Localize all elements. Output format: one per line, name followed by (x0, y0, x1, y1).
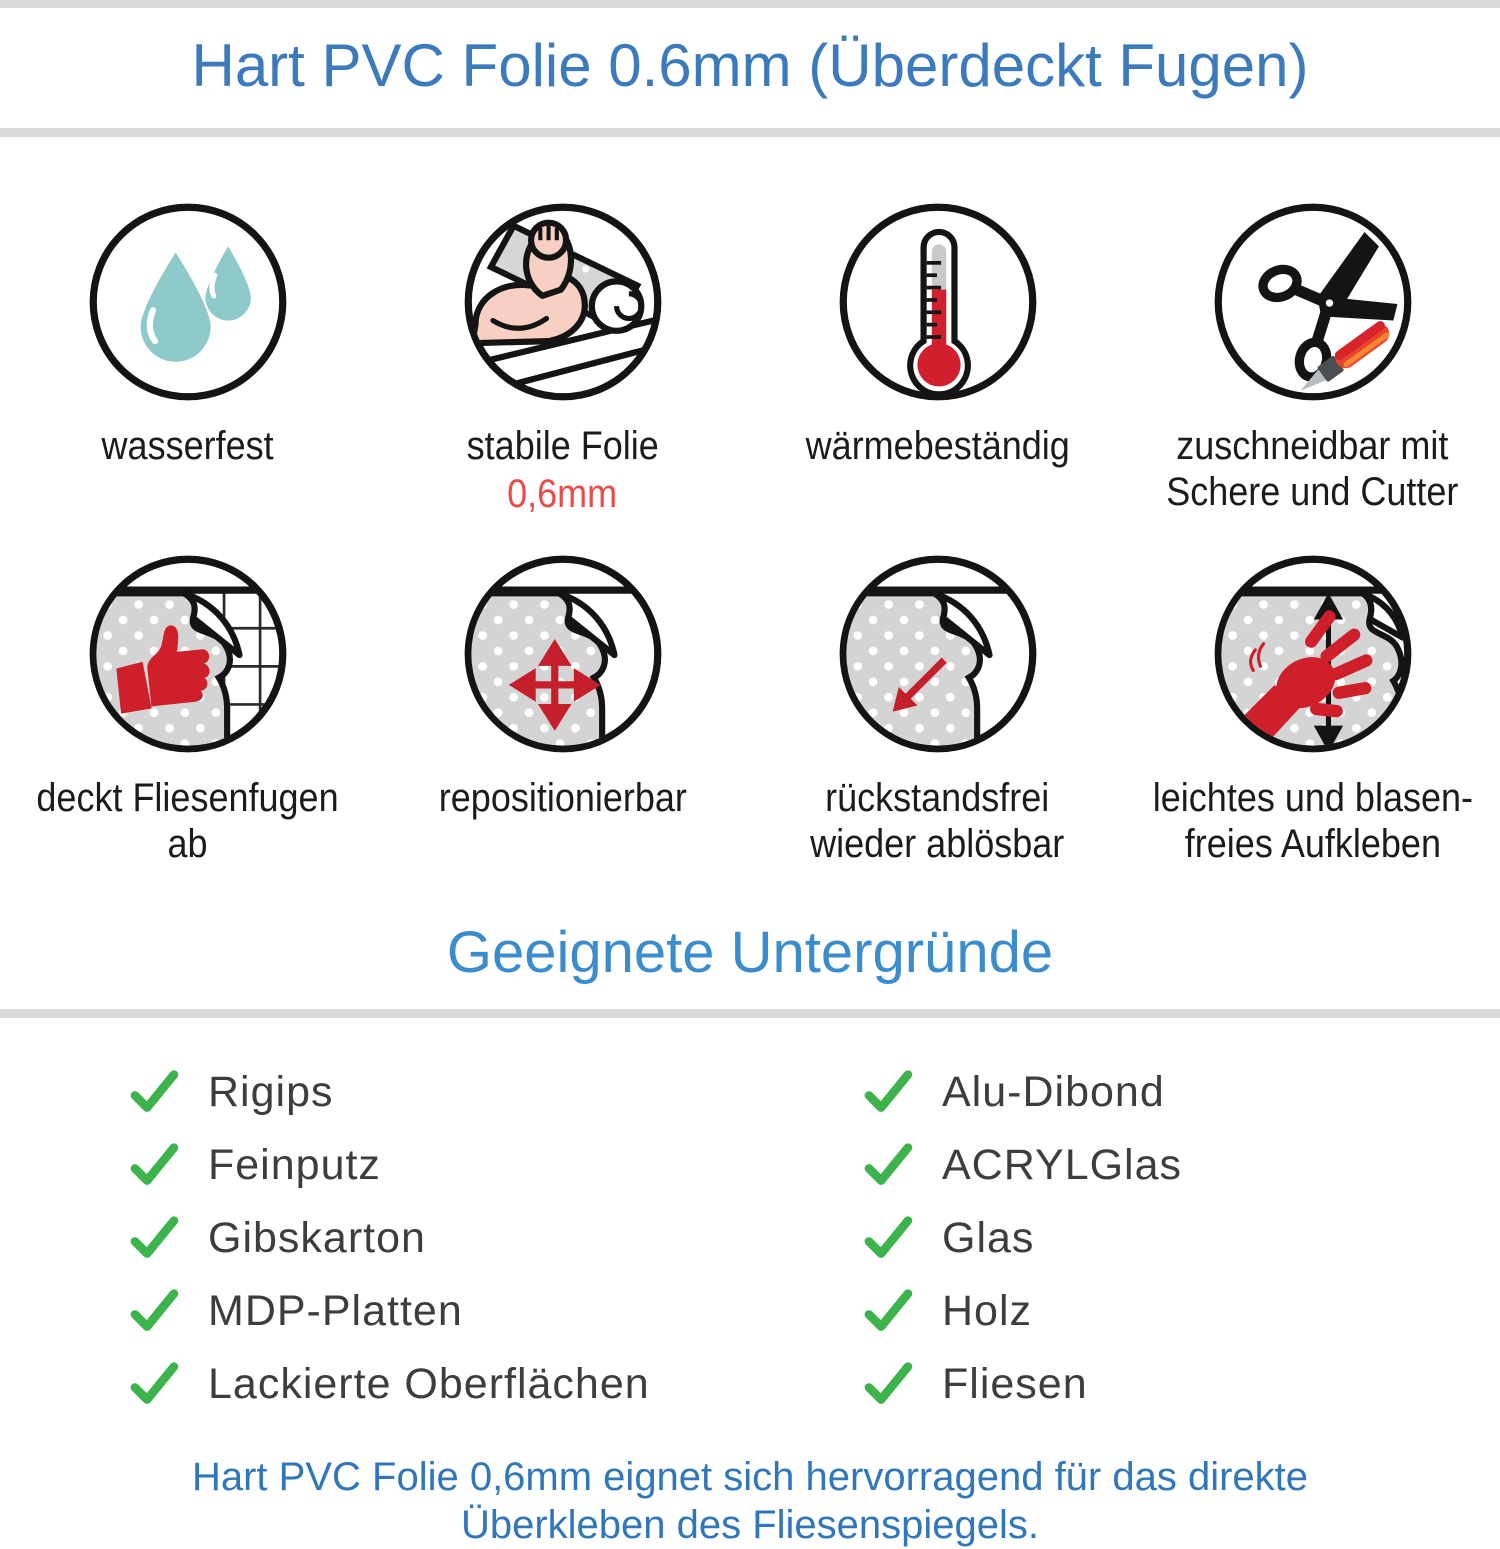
top-divider (0, 0, 1500, 8)
feature-caption: wasserfest (101, 424, 274, 468)
feature-caption: rückstandsfrei wieder ablösbar (810, 776, 1065, 866)
feature-repositionable (375, 551, 750, 867)
feature-cuttable (1125, 199, 1500, 517)
feature-caption: deckt Fliesenfugen ab (36, 776, 339, 866)
suitable-divider (0, 1009, 1500, 1018)
check-icon (128, 1066, 180, 1118)
feature-caption: stabile Folie (466, 424, 659, 468)
feature-caption: leichtes und blasen- freies Aufkleben (1152, 776, 1473, 866)
list-item: ACRYLGlas (862, 1139, 1500, 1191)
list-item: Rigips (128, 1066, 750, 1118)
feature-caption: repositionierbar (438, 776, 687, 820)
list-item: Alu-Dibond (862, 1066, 1500, 1118)
feature-residue-free-removal (750, 551, 1125, 867)
substrate-column-left (0, 1066, 750, 1431)
title-divider (0, 128, 1500, 137)
feature-waterproof (0, 199, 375, 517)
hand-smoothing-foil-icon (1210, 551, 1416, 757)
list-item: Lackierte Oberflächen (128, 1358, 750, 1410)
scissors-and-cutter-icon (1210, 199, 1416, 405)
check-icon (862, 1066, 914, 1118)
check-icon (128, 1285, 180, 1337)
list-item: MDP-Platten (128, 1285, 750, 1337)
feature-grid (0, 199, 1500, 867)
feature-caption: wärmebeständig (805, 424, 1070, 468)
list-item: Glas (862, 1212, 1500, 1264)
check-icon (862, 1358, 914, 1410)
feature-covers-tile-joints (0, 551, 375, 867)
thumb-up-tile-joints-icon (85, 551, 291, 757)
muscle-arm-foil-roll-icon (460, 199, 666, 405)
feature-bubble-free-application (1125, 551, 1500, 867)
check-icon (128, 1358, 180, 1410)
substrate-column-right (750, 1066, 1500, 1431)
peel-off-arrow-foil-icon (835, 551, 1041, 757)
check-icon (128, 1139, 180, 1191)
feature-heat-resistant (750, 199, 1125, 517)
list-item: Gibskarton (128, 1212, 750, 1264)
thermometer-icon (835, 199, 1041, 405)
suitable-substrates-title: Geeignete Untergründe (446, 920, 1054, 985)
substrate-lists (0, 1066, 1500, 1431)
list-item: Holz (862, 1285, 1500, 1337)
page-title: Hart PVC Folie 0.6mm (Überdeckt Fugen) (191, 32, 1309, 99)
water-drops-icon (85, 199, 291, 405)
check-icon (862, 1139, 914, 1191)
list-item: Feinputz (128, 1139, 750, 1191)
feature-caption: zuschneidbar mit Schere und Cutter (1166, 424, 1459, 514)
check-icon (128, 1212, 180, 1264)
feature-stable-foil (375, 199, 750, 517)
feature-thickness-label: 0,6mm (507, 472, 618, 516)
check-icon (862, 1285, 914, 1337)
check-icon (862, 1212, 914, 1264)
footer-note: Hart PVC Folie 0,6mm eignet sich hervorragend für das direkte Überkleben des Fliesenspiegels. (191, 1455, 1309, 1547)
move-arrows-foil-icon (460, 551, 666, 757)
list-item: Fliesen (862, 1358, 1500, 1410)
